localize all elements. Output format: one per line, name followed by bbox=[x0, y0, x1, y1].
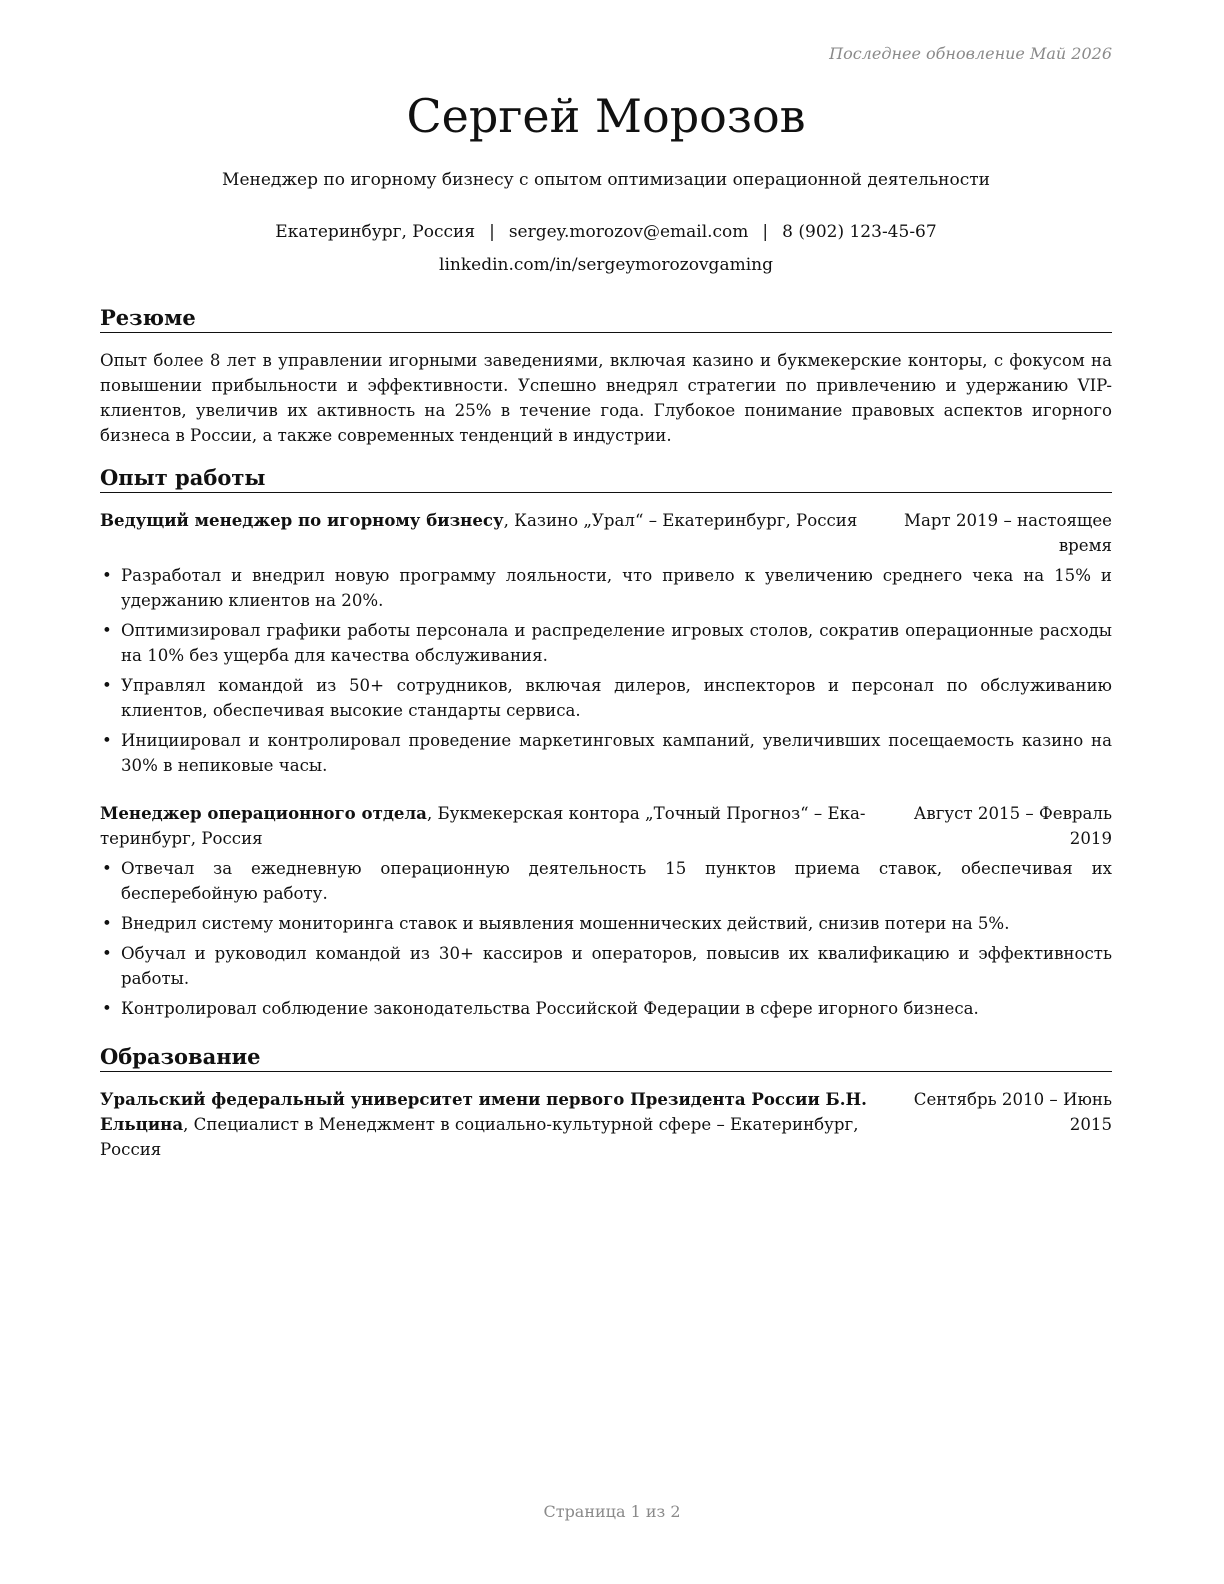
job-dates bbox=[904, 508, 1112, 558]
linkedin-link[interactable]: linkedin.com/in/sergeymorozovgaming bbox=[439, 255, 773, 275]
education-entry bbox=[100, 1087, 1112, 1162]
job-bullets bbox=[100, 563, 1112, 783]
list-item: • Контролировал соблюдение законодательства Российской Федерации в сфере игорного бизнеса. bbox=[100, 996, 1112, 1021]
job-org: , Букмекерская контора „Точный Прогноз“ – Ека- bbox=[426, 804, 866, 823]
headline: Менеджер по игорному бизнесу с опытом оптимизации операционной деятельности bbox=[222, 170, 990, 190]
list-item: • Отвечал за ежедневную операционную деятельность 15 пунктов приема ставок, обеспечивая их бесперебойную работу. bbox=[100, 856, 1112, 906]
phone: 8 (902) 123-45-67 bbox=[782, 222, 937, 242]
job-bullets bbox=[100, 856, 1112, 1026]
job-org: теринбург, Россия bbox=[100, 829, 263, 848]
degree: , Специалист в Менеджмент в социально-культурной сфере – Екатеринбург, bbox=[183, 1115, 859, 1134]
institution: Ельцина bbox=[100, 1114, 184, 1134]
last-updated: Последнее обновление Май 2026 bbox=[829, 44, 1112, 63]
job-dates bbox=[914, 801, 1112, 851]
job-dates-line: Март 2019 – настоящее bbox=[904, 511, 1112, 530]
job-header bbox=[100, 801, 1112, 851]
job-title-line bbox=[100, 801, 865, 851]
institution: Уральский федеральный университет имени первого Президента России Б.Н. bbox=[100, 1089, 867, 1109]
section-title-experience: Опыт работы bbox=[100, 465, 1112, 493]
list-item: • Инициировал и контролировал проведение маркетинговых кампаний, увеличивших посещаемость казино на 30% в непиковые часы. bbox=[100, 728, 1112, 778]
job-dates-line: Август 2015 – Февраль bbox=[913, 804, 1112, 823]
list-item: • Внедрил систему мониторинга ставок и выявления мошеннических действий, снизив потери на 5%. bbox=[100, 911, 1112, 936]
email-link[interactable]: sergey.morozov@email.com bbox=[508, 222, 749, 242]
job-title: Ведущий менеджер по игорному бизнесу bbox=[100, 510, 504, 530]
job-title-line bbox=[100, 508, 857, 533]
education-dates-line: Сентябрь 2010 – Июнь bbox=[913, 1090, 1112, 1109]
section-title-summary: Резюме bbox=[100, 305, 1112, 333]
job-header bbox=[100, 508, 1112, 558]
job-dates-line: время bbox=[1058, 536, 1112, 555]
list-item: • Управлял командой из 50+ сотрудников, включая дилеров, инспекторов и персонал по обслуживанию клиентов, обеспечивая высокие стандарты сервиса. bbox=[100, 673, 1112, 723]
education-dates bbox=[914, 1087, 1112, 1137]
job-dates-line: 2019 bbox=[1069, 829, 1112, 848]
list-item: • Разработал и внедрил новую программу лояльности, что привело к увеличению среднего чека на 15% и удержанию клиентов на 20%. bbox=[100, 563, 1112, 613]
list-item: • Оптимизировал графики работы персонала и распределение игровых столов, сократив операционные расходы на 10% без ущерба для качества обслуживания. bbox=[100, 618, 1112, 668]
candidate-name: Сергей Морозов bbox=[406, 89, 806, 143]
list-item: • Обучал и руководил командой из 30+ кассиров и операторов, повысив их квалификацию и эффективность работы. bbox=[100, 941, 1112, 991]
summary-text: Опыт более 8 лет в управлении игорными заведениями, включая казино и букмекерские конторы, с фокусом на повышении прибыльности и эффективности. Успешно внедрял стратегии по привлечению и удержанию VIP-клиентов, увеличив их активность на 25% в течение года. Глубокое понимание правовых аспектов игорного бизнеса в России, а также современных тенденций в индустрии. bbox=[100, 351, 1112, 445]
job-org: , Казино „Урал“ – Екатеринбург, Россия bbox=[503, 511, 858, 530]
section-title-education: Образование bbox=[100, 1044, 1112, 1072]
location: Екатеринбург, Россия bbox=[275, 222, 476, 242]
education-dates-line: 2015 bbox=[1069, 1115, 1112, 1134]
degree: Россия bbox=[100, 1140, 162, 1159]
job-title: Менеджер операционного отдела bbox=[100, 803, 427, 823]
contact-line bbox=[100, 220, 1112, 244]
page-number: Страница 1 из 2 bbox=[543, 1502, 681, 1521]
education-line bbox=[100, 1087, 867, 1162]
separator: | bbox=[489, 222, 495, 242]
separator: | bbox=[762, 222, 769, 242]
